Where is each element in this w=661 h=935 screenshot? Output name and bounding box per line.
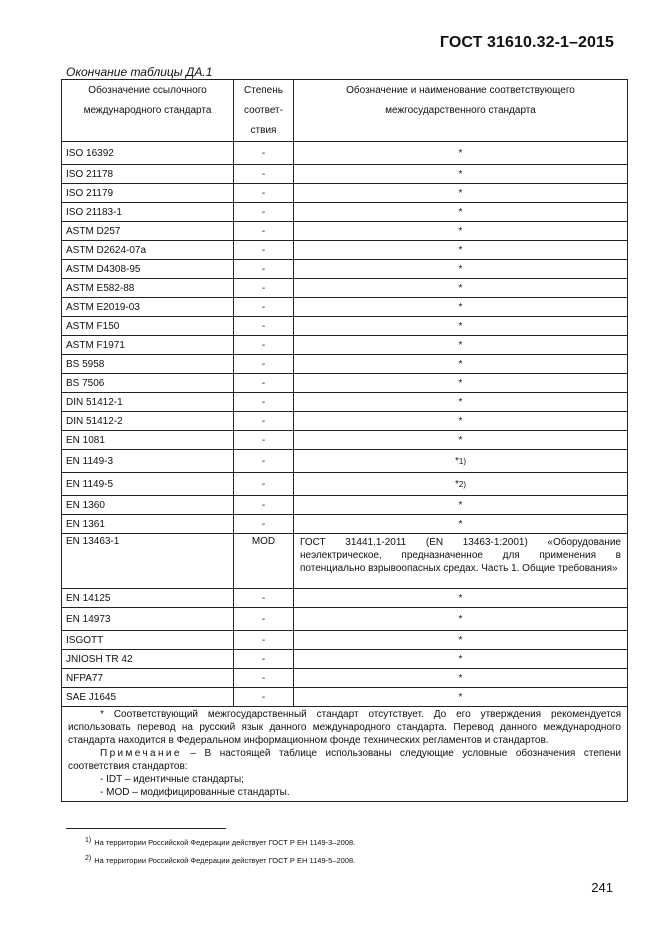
cell-interstate: * bbox=[294, 165, 628, 184]
cell-degree: - bbox=[234, 336, 294, 355]
cell-interstate: * bbox=[294, 203, 628, 222]
table-row bbox=[62, 631, 628, 650]
cell-degree: - bbox=[234, 142, 294, 165]
cell-interstate: * bbox=[294, 412, 628, 431]
cell-international: BS 5958 bbox=[62, 355, 234, 374]
correspondence-table bbox=[61, 79, 628, 802]
cell-international: ASTM E2019-03 bbox=[62, 298, 234, 317]
table-row bbox=[62, 496, 628, 515]
note-mod: - MOD – модифицированные стандарты. bbox=[100, 787, 290, 798]
cell-interstate: * bbox=[294, 669, 628, 688]
table-row bbox=[62, 374, 628, 393]
cell-international: ISGOTT bbox=[62, 631, 234, 650]
cell-degree: - bbox=[234, 393, 294, 412]
cell-degree: - bbox=[234, 203, 294, 222]
cell-international: ASTM E582-88 bbox=[62, 279, 234, 298]
table-row bbox=[62, 608, 628, 631]
footnote-2 bbox=[85, 856, 355, 865]
table-row-en-13463-1 bbox=[62, 534, 628, 589]
cell-international: DIN 51412-1 bbox=[62, 393, 234, 412]
cell-international: EN 1360 bbox=[62, 496, 234, 515]
cell-degree: - bbox=[234, 669, 294, 688]
cell-degree: - bbox=[234, 688, 294, 707]
asterisk-mark: * bbox=[454, 455, 459, 467]
cell-interstate: * bbox=[294, 515, 628, 534]
footnote-mark-1: 1) bbox=[458, 456, 467, 466]
note-idt: - IDT – идентичные стандарты; bbox=[100, 774, 244, 785]
cell-interstate: * bbox=[294, 650, 628, 669]
note-text: – В настоящей таблице использованы следующие условные обозначения степени соответствия стандартов: bbox=[68, 748, 621, 772]
footnote-number: 1) bbox=[85, 837, 92, 844]
cell-interstate: * bbox=[294, 336, 628, 355]
table-row bbox=[62, 431, 628, 450]
cell-interstate: * bbox=[294, 279, 628, 298]
cell-international: BS 7506 bbox=[62, 374, 234, 393]
footnote-divider bbox=[66, 828, 226, 829]
table-row bbox=[62, 336, 628, 355]
table-caption: Окончание таблицы ДА.1 bbox=[66, 65, 213, 79]
cell-international: ISO 21178 bbox=[62, 165, 234, 184]
table-notes-row bbox=[62, 707, 628, 802]
cell-international: SAE J1645 bbox=[62, 688, 234, 707]
cell-degree: - bbox=[234, 222, 294, 241]
cell-degree: - bbox=[234, 374, 294, 393]
cell-interstate: * bbox=[294, 374, 628, 393]
cell-degree: - bbox=[234, 631, 294, 650]
table-row bbox=[62, 589, 628, 608]
cell-degree: - bbox=[234, 515, 294, 534]
note-paragraph bbox=[68, 747, 621, 773]
footnote-mark-2: 2) bbox=[458, 479, 467, 489]
cell-international: ISO 21179 bbox=[62, 184, 234, 203]
cell-interstate: * bbox=[294, 184, 628, 203]
cell-international: NFPA77 bbox=[62, 669, 234, 688]
cell-international: ASTM F1971 bbox=[62, 336, 234, 355]
table-row-en-1149-5 bbox=[62, 473, 628, 496]
cell-interstate: * bbox=[294, 631, 628, 650]
cell-interstate: * bbox=[294, 260, 628, 279]
table-header-row bbox=[62, 80, 628, 142]
footnote-number: 2) bbox=[85, 855, 92, 862]
table-row bbox=[62, 184, 628, 203]
table-row bbox=[62, 222, 628, 241]
cell-degree: - bbox=[234, 473, 294, 496]
cell-interstate: * bbox=[294, 608, 628, 631]
table-row bbox=[62, 515, 628, 534]
cell-degree: MOD bbox=[234, 534, 294, 589]
cell-interstate: * bbox=[294, 688, 628, 707]
cell-international: EN 1081 bbox=[62, 431, 234, 450]
cell-degree: - bbox=[234, 608, 294, 631]
cell-degree: - bbox=[234, 355, 294, 374]
note-label: Примечание bbox=[100, 748, 182, 759]
table-row bbox=[62, 412, 628, 431]
footnote-text: На территории Российской Федерации действует ГОСТ Р ЕН 1149-5–2008. bbox=[94, 856, 356, 865]
cell-interstate: ГОСТ 31441.1-2011 (EN 13463-1:2001) «Оборудование неэлектрическое, предназначенное для применения в потенциально взрывоопасных средах. Часть 1. Общие требования» bbox=[294, 534, 628, 589]
footnote-text: На территории Российской Федерации действует ГОСТ Р ЕН 1149-3–2008. bbox=[94, 838, 356, 847]
table-row bbox=[62, 317, 628, 336]
cell-degree: - bbox=[234, 496, 294, 515]
cell-interstate: * bbox=[294, 298, 628, 317]
table-row bbox=[62, 142, 628, 165]
cell-international: EN 1149-5 bbox=[62, 473, 234, 496]
cell-international: ASTM D2624-07a bbox=[62, 241, 234, 260]
table-row bbox=[62, 688, 628, 707]
cell-international: ASTM D4308-95 bbox=[62, 260, 234, 279]
header-interstate-standard: Обозначение и наименование соответствующего межгосударственного стандарта bbox=[294, 80, 628, 142]
cell-international: DIN 51412-2 bbox=[62, 412, 234, 431]
standard-code-header: ГОСТ 31610.32-1–2015 bbox=[439, 34, 614, 51]
page-number: 241 bbox=[591, 880, 613, 895]
cell-degree: - bbox=[234, 650, 294, 669]
cell-international: JNIOSH TR 42 bbox=[62, 650, 234, 669]
asterisk-mark: * bbox=[454, 478, 459, 490]
cell-degree: - bbox=[234, 589, 294, 608]
table-row-en-1149-3 bbox=[62, 450, 628, 473]
cell-degree: - bbox=[234, 317, 294, 336]
cell-international: ISO 16392 bbox=[62, 142, 234, 165]
cell-interstate: * bbox=[294, 317, 628, 336]
cell-interstate: * bbox=[294, 496, 628, 515]
table-row bbox=[62, 393, 628, 412]
header-international-standard: Обозначение ссылочного международного стандарта bbox=[62, 80, 234, 142]
cell-interstate: * bbox=[294, 431, 628, 450]
cell-degree: - bbox=[234, 298, 294, 317]
cell-interstate bbox=[294, 450, 628, 473]
cell-interstate bbox=[294, 473, 628, 496]
table-row bbox=[62, 241, 628, 260]
cell-interstate: * bbox=[294, 142, 628, 165]
cell-degree: - bbox=[234, 241, 294, 260]
cell-international: ASTM F150 bbox=[62, 317, 234, 336]
asterisk-note: * Соответствующий межгосударственный стандарт отсутствует. До его утверждения рекомендуется использовать перевод на русский язык данного международного стандарта. Перевод данного международного стандарта находится в Федеральном информационном фонде технических регламентов и стандартов. bbox=[68, 709, 621, 746]
cell-international: EN 14125 bbox=[62, 589, 234, 608]
cell-degree: - bbox=[234, 260, 294, 279]
cell-degree: - bbox=[234, 184, 294, 203]
cell-degree: - bbox=[234, 412, 294, 431]
footnote-1 bbox=[85, 838, 355, 847]
cell-interstate: * bbox=[294, 222, 628, 241]
table-row bbox=[62, 650, 628, 669]
cell-international: EN 1361 bbox=[62, 515, 234, 534]
cell-international: EN 13463-1 bbox=[62, 534, 234, 589]
table-row bbox=[62, 203, 628, 222]
cell-interstate: * bbox=[294, 589, 628, 608]
cell-interstate: * bbox=[294, 355, 628, 374]
cell-degree: - bbox=[234, 431, 294, 450]
table-row bbox=[62, 355, 628, 374]
cell-interstate: * bbox=[294, 241, 628, 260]
cell-international: EN 1149-3 bbox=[62, 450, 234, 473]
table-row bbox=[62, 669, 628, 688]
cell-degree: - bbox=[234, 279, 294, 298]
cell-international: ASTM D257 bbox=[62, 222, 234, 241]
table-row bbox=[62, 165, 628, 184]
cell-international: ISO 21183-1 bbox=[62, 203, 234, 222]
cell-interstate: * bbox=[294, 393, 628, 412]
table-row bbox=[62, 279, 628, 298]
header-degree-of-correspondence: Степень соответ-ствия bbox=[234, 80, 294, 142]
cell-international: EN 14973 bbox=[62, 608, 234, 631]
cell-degree: - bbox=[234, 165, 294, 184]
table-row bbox=[62, 298, 628, 317]
cell-degree: - bbox=[234, 450, 294, 473]
table-notes bbox=[62, 707, 628, 802]
table-row bbox=[62, 260, 628, 279]
